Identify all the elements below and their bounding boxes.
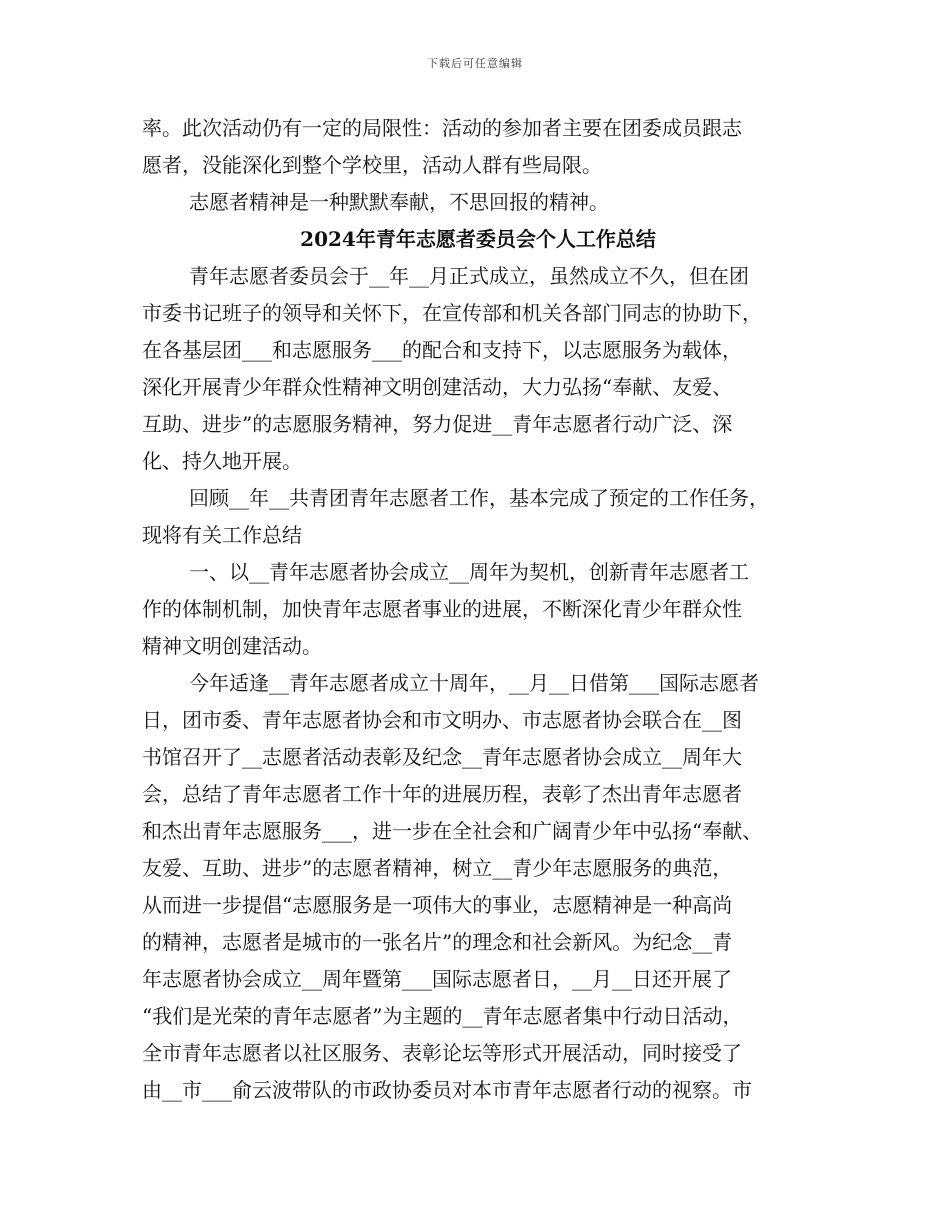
text-line: 市委书记班子的领导和关怀下，在宣传部和机关各部门同志的协助下，	[142, 301, 762, 325]
text-line: 现将有关工作总结	[142, 523, 302, 547]
text-line: 日，团市委、青年志愿者协会和市文明办、市志愿者协会联合在__图	[142, 708, 742, 732]
section-title: 2024年青年志愿者委员会个人工作总结	[300, 227, 656, 251]
text-line: 在各基层团___和志愿服务___的配合和支持下，以志愿服务为载体，	[142, 338, 742, 362]
text-line: 全市青年志愿者以社区服务、表彰论坛等形式开展活动，同时接受了	[142, 1041, 742, 1065]
text-line: “我们是光荣的青年志愿者”为主题的__青年志愿者集中行动日活动，	[142, 1004, 743, 1028]
text-line: 从而进一步提倡“志愿服务是一项伟大的事业，志愿精神是一种高尚	[142, 893, 733, 917]
text-line: 的精神，志愿者是城市的一张名片”的理念和社会新风。为纪念__青	[142, 930, 733, 954]
text-line: 深化开展青少年群众性精神文明创建活动，大力弘扬“奉献、友爱、	[142, 375, 733, 399]
text-line: 精神文明创建活动。	[142, 634, 322, 658]
text-line: 书馆召开了__志愿者活动表彰及纪念__青年志愿者协会成立__周年大	[142, 745, 742, 769]
paragraph-start: 今年适逢__青年志愿者成立十周年，__月__日借第___国际志愿者	[189, 671, 759, 695]
paragraph-start: 回顾__年__共青团青年志愿者工作，基本完成了预定的工作任务，	[189, 486, 769, 510]
paragraph-start: 志愿者精神是一种默默奉献，不思回报的精神。	[189, 190, 609, 214]
page-header: 下载后可任意编辑	[427, 57, 523, 70]
paragraph-start: 一、以__青年志愿者协会成立__周年为契机，创新青年志愿者工	[189, 560, 749, 584]
text-line: 友爱、互助、进步”的志愿者精神，树立__青少年志愿服务的典范，	[142, 856, 733, 880]
paragraph-start: 青年志愿者委员会于__年__月正式成立，虽然成立不久，但在团	[189, 264, 749, 288]
text-line: 作的体制机制，加快青年志愿者事业的进展，不断深化青少年群众性	[142, 597, 742, 621]
text-line: 愿者，没能深化到整个学校里，活动人群有些局限。	[142, 153, 602, 177]
text-line: 由__市___俞云波带队的市政协委员对本市青年志愿者行动的视察。市	[142, 1078, 752, 1102]
text-line: 化、持久地开展。	[142, 449, 302, 473]
document-body	[142, 110, 814, 1109]
text-line: 互助、进步”的志愿服务精神，努力促进__青年志愿者行动广泛、深	[142, 412, 733, 436]
text-line: 和杰出青年志愿服务___，进一步在全社会和广阔青少年中弘扬“奉献、	[142, 819, 763, 843]
text-line: 年志愿者协会成立__周年暨第___国际志愿者日，__月__日还开展了	[142, 967, 732, 991]
text-line: 率。此次活动仍有一定的局限性：活动的参加者主要在团委成员跟志	[142, 116, 742, 140]
text-line: 会，总结了青年志愿者工作十年的进展历程，表彰了杰出青年志愿者	[142, 782, 742, 806]
